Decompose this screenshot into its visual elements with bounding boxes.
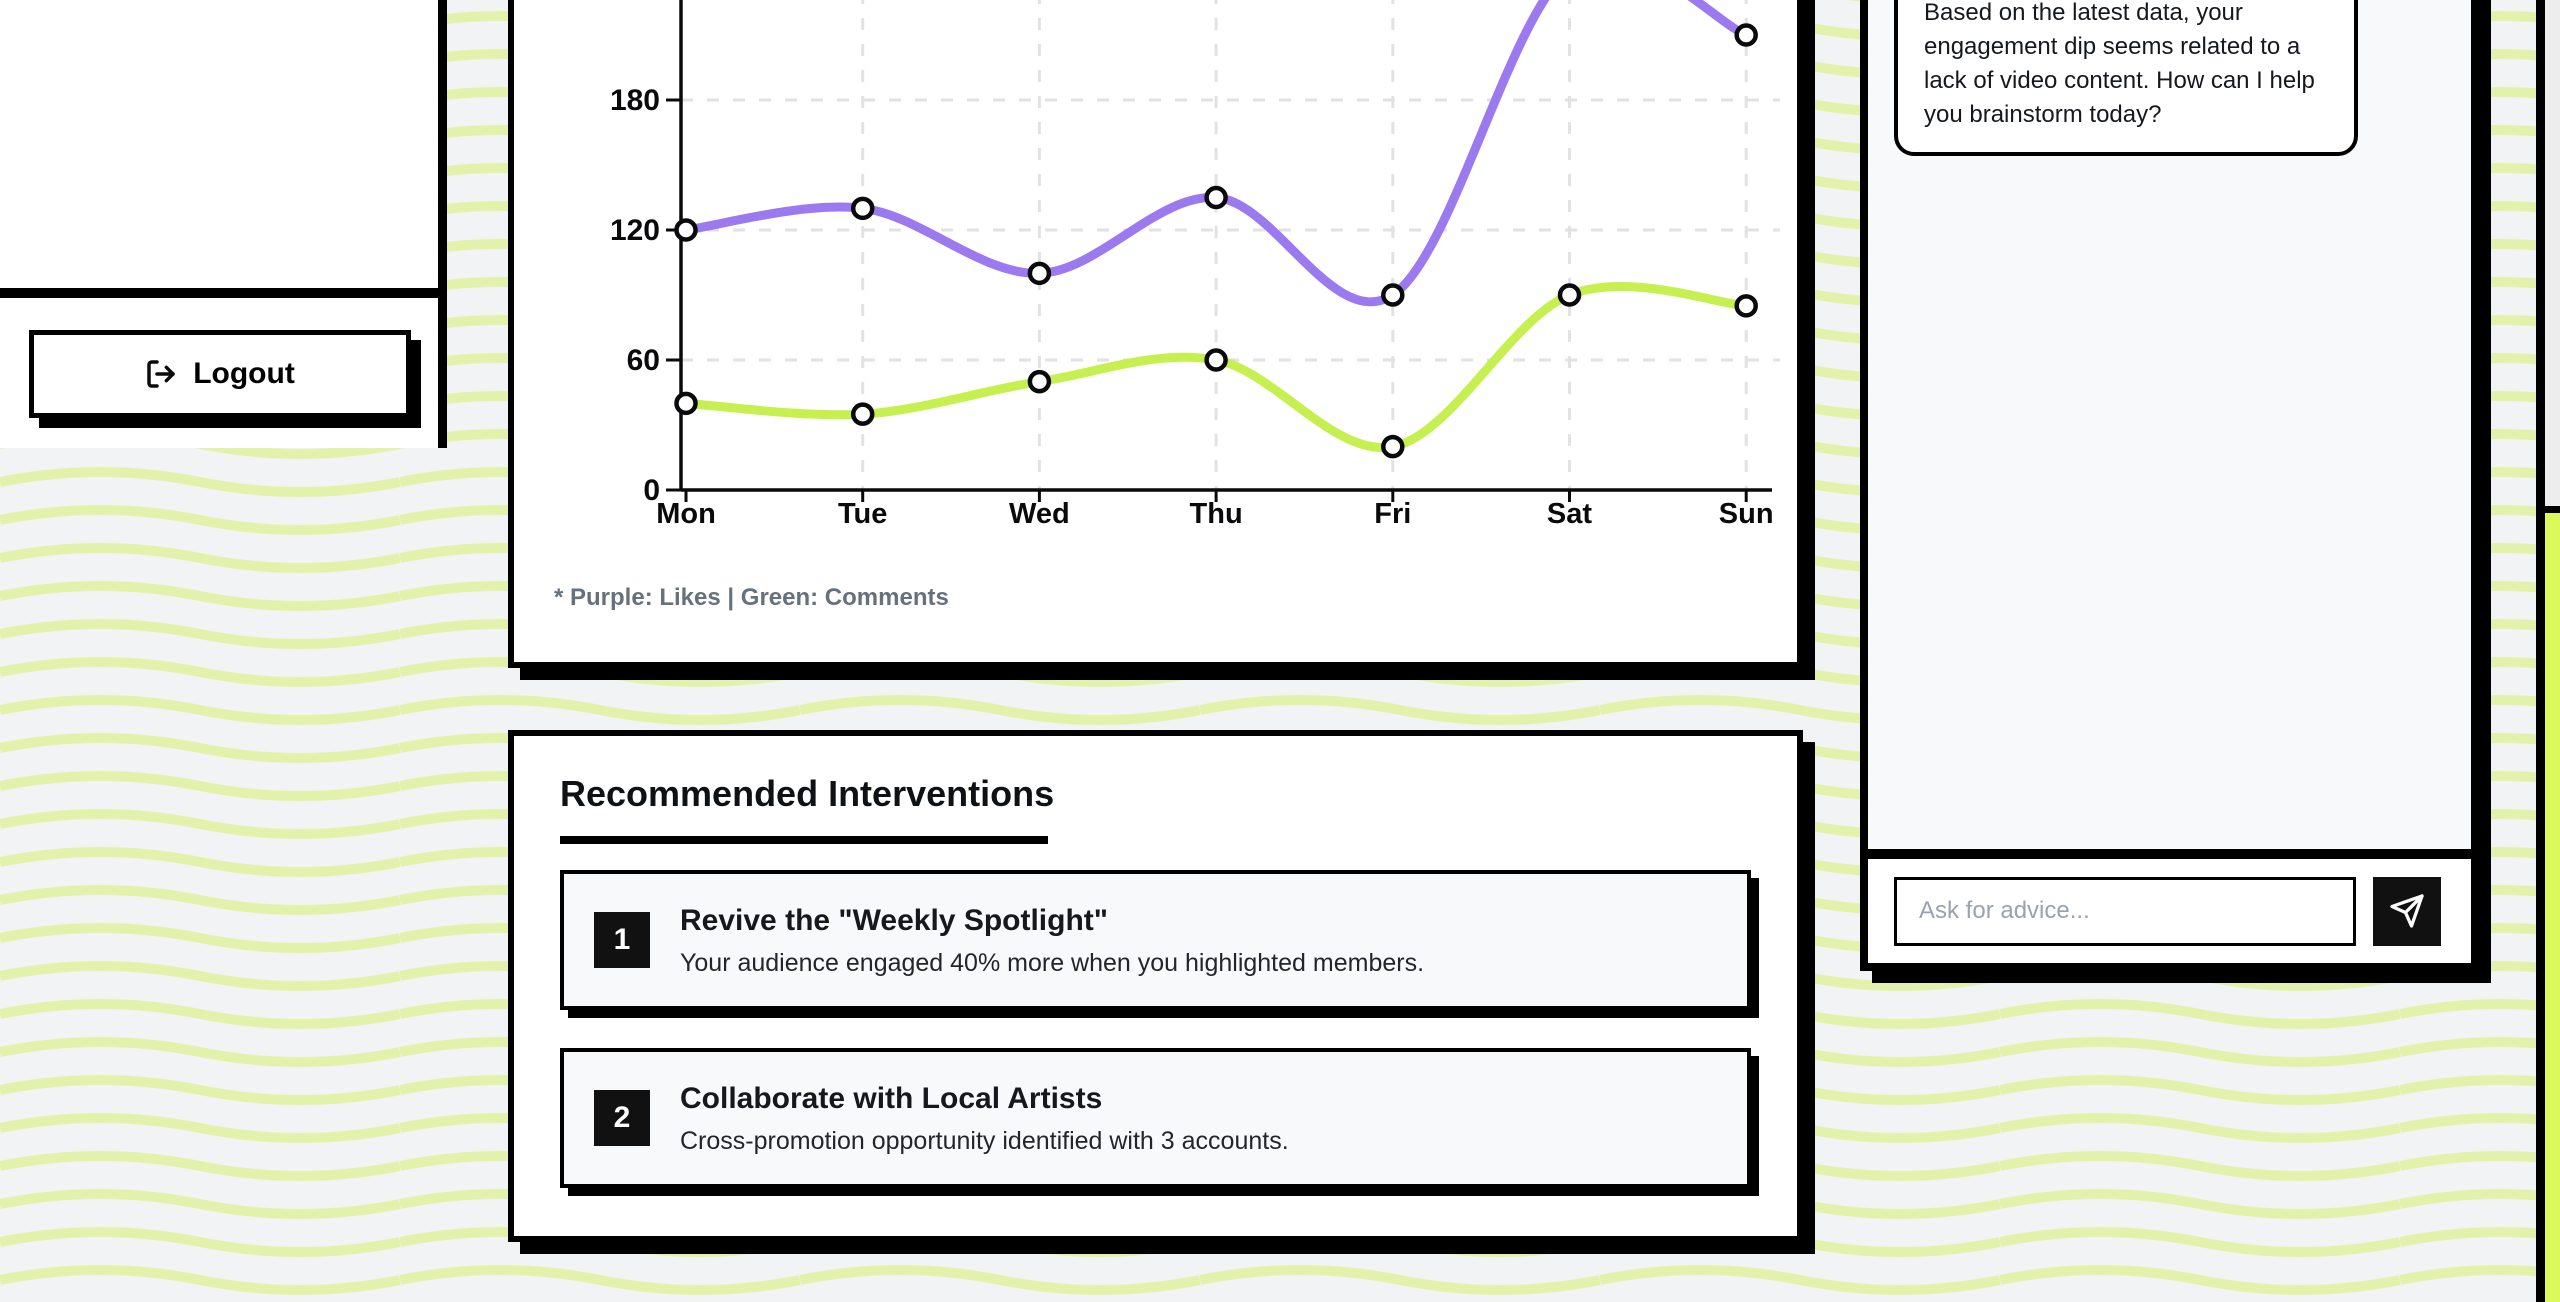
intervention-item[interactable]: [560, 870, 1751, 1010]
interventions-title: Recommended Interventions: [560, 773, 1055, 814]
send-button[interactable]: [2373, 877, 2441, 946]
svg-text:Mon: Mon: [656, 498, 716, 530]
svg-text:Wed: Wed: [1009, 498, 1070, 530]
right-edge-panel-border: [2536, 0, 2545, 1302]
assistant-panel: [1860, 0, 2479, 971]
right-edge-panel: [2545, 0, 2560, 1302]
intervention-rank-badge: 1: [594, 912, 650, 968]
svg-text:Tue: Tue: [837, 498, 888, 530]
logout-icon: [145, 358, 177, 390]
svg-text:Sat: Sat: [1546, 498, 1593, 530]
svg-text:Thu: Thu: [1189, 498, 1243, 530]
assistant-message-bubble: [1894, 0, 2358, 156]
svg-text:Fri: Fri: [1374, 498, 1412, 530]
interventions-title-underline: [560, 836, 1048, 844]
svg-text:120: 120: [609, 214, 660, 247]
interventions-card: [508, 730, 1803, 1242]
assistant-message-text: Based on the latest data, your engagement dip seems related to a lack of video content. How can I help you brainstorm today?: [1924, 0, 2315, 128]
right-edge-lime-bar: [2545, 513, 2560, 1302]
intervention-title: Revive the "Weekly Spotlight": [680, 903, 1108, 937]
intervention-title: Collaborate with Local Artists: [680, 1081, 1103, 1115]
advice-input[interactable]: [1894, 877, 2356, 946]
svg-text:0: 0: [643, 474, 660, 507]
intervention-item[interactable]: [560, 1048, 1751, 1188]
engagement-line-chart: [514, 0, 1797, 662]
assistant-input-bar: [1868, 849, 2471, 963]
intervention-description: Your audience engaged 40% more when you highlighted members.: [680, 948, 1425, 977]
right-edge-gray-strip: [2545, 0, 2560, 506]
assistant-chat-area: [1868, 0, 2471, 849]
send-icon: [2389, 893, 2425, 929]
svg-text:180: 180: [609, 84, 660, 117]
intervention-description: Cross-promotion opportunity identified with 3 accounts.: [680, 1126, 1289, 1155]
svg-text:Sun: Sun: [1718, 498, 1774, 530]
chart-legend-footnote: * Purple: Likes | Green: Comments: [554, 584, 949, 611]
intervention-rank-badge: 2: [594, 1090, 650, 1146]
svg-text:60: 60: [626, 344, 660, 377]
logout-button[interactable]: [29, 330, 411, 418]
engagement-chart-card: [508, 0, 1803, 668]
right-edge-divider: [2545, 506, 2560, 513]
logout-label: Logout: [193, 357, 295, 390]
sidebar-divider: [0, 288, 447, 298]
sidebar: [0, 0, 447, 448]
